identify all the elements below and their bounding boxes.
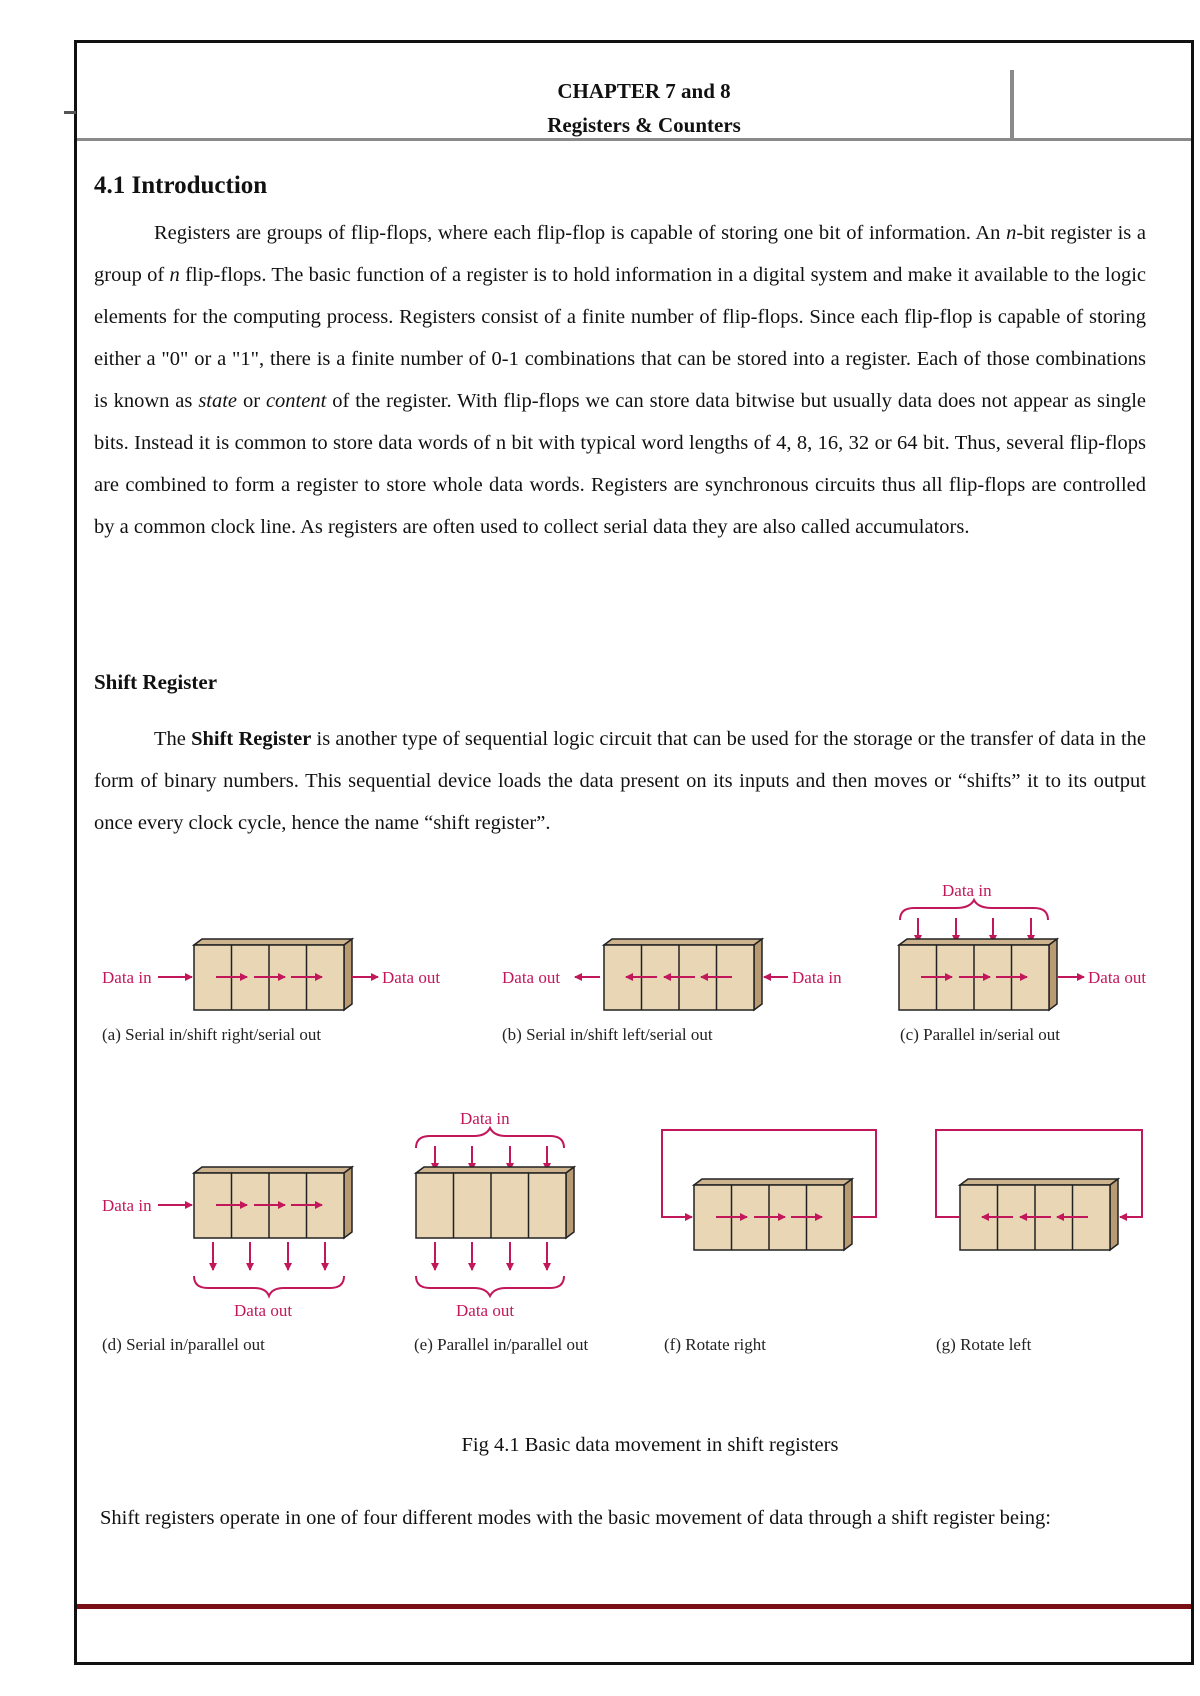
shift-register-figure	[94, 870, 1154, 1370]
register-g	[960, 1179, 1118, 1250]
label-data-out-b: Data out	[502, 968, 561, 987]
caption-e: (e) Parallel in/parallel out	[414, 1335, 589, 1354]
caption-g: (g) Rotate left	[936, 1335, 1032, 1354]
caption-b: (b) Serial in/shift left/serial out	[502, 1025, 713, 1044]
footer-rule	[77, 1604, 1191, 1609]
diagram-b	[502, 939, 842, 1044]
label-data-in-c: Data in	[942, 881, 992, 900]
register-e	[416, 1167, 574, 1238]
diagram-e	[414, 1109, 588, 1354]
label-data-out-d: Data out	[234, 1301, 293, 1320]
diagram-c	[899, 881, 1146, 1044]
shift-register-paragraph: The Shift Register is another type of sequential logic circuit that can be used for the storage or the transfer of data in the form of binary numbers. This sequential device loads the data present on its inputs and then moves or “shifts” it to its output once every clock cycle, hence the name “shift register”.	[94, 728, 1146, 834]
register-a	[194, 939, 352, 1010]
diagram-a	[102, 939, 440, 1044]
register-d	[194, 1167, 352, 1238]
caption-f: (f) Rotate right	[664, 1335, 766, 1354]
label-data-out-c: Data out	[1088, 968, 1147, 987]
chapter-subtitle: Registers & Counters	[547, 113, 741, 137]
figure-drawing	[94, 870, 1154, 1370]
subsection-heading: Shift Register	[94, 670, 218, 694]
label-data-in-a: Data in	[102, 968, 152, 987]
modes-paragraph: Shift registers operate in one of four different modes with the basic movement of data through a shift register being:	[100, 1507, 1051, 1529]
page-header	[77, 43, 1191, 140]
header-rule	[77, 138, 1191, 141]
chapter-title: CHAPTER 7 and 8	[557, 79, 731, 103]
diagram-g	[936, 1130, 1142, 1354]
register-c	[899, 939, 1057, 1010]
label-data-out-a: Data out	[382, 968, 441, 987]
caption-d: (d) Serial in/parallel out	[102, 1335, 265, 1354]
section-heading: 4.1 Introduction	[94, 172, 268, 199]
register-f	[694, 1179, 852, 1250]
intro-paragraph: Registers are groups of flip-flops, where each flip-flop is capable of storing one bit of information. An n-bit register is a group of n flip-flops. The basic function of a register is to hold information in a digital system and make it available to the logic elements for the computing process. Registers consist of a finite number of flip-flops. Since each flip-flop is capable of storing either a "0" or a "1", there is a finite number of 0-1 combinations that can be stored into a register. Each of those combinations is known as state or content of the register. With flip-flops we can store data bitwise but usually data does not appear as single bits. Instead it is common to store data words of n bit with typical word lengths of 4, 8, 16, 32 or 64 bit. Thus, several flip-flops are combined to form a register to store whole data words. Registers are synchronous circuits thus all flip-flops are controlled by a common clock line. As registers are often used to collect serial data they are also called accumulators.	[94, 222, 1147, 538]
label-data-in-b: Data in	[792, 968, 842, 987]
figure-caption: Fig 4.1 Basic data movement in shift registers	[461, 1434, 839, 1456]
label-data-in-e: Data in	[460, 1109, 510, 1128]
label-data-in-d: Data in	[102, 1196, 152, 1215]
header-divider	[1010, 70, 1014, 140]
caption-a: (a) Serial in/shift right/serial out	[102, 1025, 322, 1044]
diagram-d	[102, 1167, 352, 1354]
header-tick	[64, 111, 76, 114]
diagram-f	[662, 1130, 876, 1354]
register-b	[604, 939, 762, 1010]
caption-c: (c) Parallel in/serial out	[900, 1025, 1061, 1044]
label-data-out-e: Data out	[456, 1301, 515, 1320]
